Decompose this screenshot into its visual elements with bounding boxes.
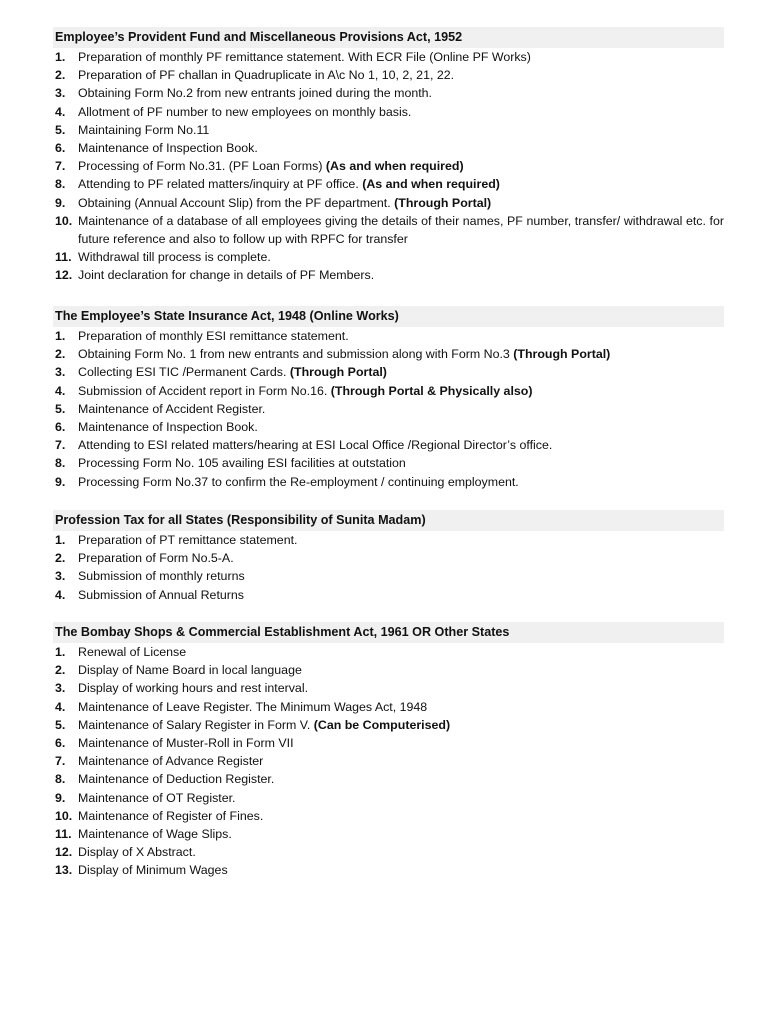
item-note: (Through Portal & Physically also) bbox=[330, 383, 533, 398]
item-number: 8. bbox=[55, 177, 66, 192]
item-number: 2. bbox=[55, 347, 66, 362]
list-item bbox=[53, 789, 724, 807]
list-item bbox=[53, 473, 724, 491]
item-text: Attending to PF related matters/inquiry at PF office. bbox=[78, 177, 363, 192]
item-number: 3. bbox=[55, 86, 66, 101]
item-text: Maintenance of a database of all employees giving the details of their names, PF number, transfer/ withdrawal etc. for future reference and also to follow up with RPFC for transfer bbox=[78, 213, 724, 247]
list-item bbox=[53, 266, 724, 284]
item-text: Display of working hours and rest interval. bbox=[78, 681, 309, 696]
item-number: 5. bbox=[55, 401, 66, 416]
list-item bbox=[53, 121, 724, 139]
item-number: 4. bbox=[55, 699, 66, 714]
item-number: 8. bbox=[55, 772, 66, 787]
item-number: 10. bbox=[55, 213, 73, 228]
item-note: (Through Portal) bbox=[513, 347, 611, 362]
list-item bbox=[53, 84, 724, 102]
item-number: 4. bbox=[55, 587, 66, 602]
item-note: (Can be Computerised) bbox=[313, 717, 451, 732]
item-number: 2. bbox=[55, 663, 66, 678]
list-item bbox=[53, 770, 724, 788]
list-item bbox=[53, 103, 724, 121]
item-number: 3. bbox=[55, 569, 66, 584]
item-text: Display of Minimum Wages bbox=[78, 863, 228, 878]
item-number: 4. bbox=[55, 383, 66, 398]
item-number: 6. bbox=[55, 420, 66, 435]
item-number: 10. bbox=[55, 808, 73, 823]
section-heading: The Employee’s State Insurance Act, 1948 (Online Works) bbox=[53, 306, 724, 327]
item-text: Maintenance of Register of Fines. bbox=[78, 808, 264, 823]
item-text: Obtaining Form No.2 from new entrants joined during the month. bbox=[78, 86, 433, 101]
item-text: Withdrawal till process is complete. bbox=[78, 250, 271, 265]
list-item bbox=[53, 734, 724, 752]
section-list bbox=[53, 327, 724, 491]
item-number: 9. bbox=[55, 474, 66, 489]
item-text: Preparation of Form No.5-A. bbox=[78, 551, 234, 566]
item-text: Attending to ESI related matters/hearing at ESI Local Office /Regional Director’s office. bbox=[78, 438, 553, 453]
item-number: 12. bbox=[55, 268, 73, 283]
item-number: 2. bbox=[55, 68, 66, 83]
item-text: Joint declaration for change in details of PF Members. bbox=[78, 268, 375, 283]
section-heading: The Bombay Shops & Commercial Establishment Act, 1961 OR Other States bbox=[53, 622, 724, 643]
item-text: Display of Name Board in local language bbox=[78, 663, 302, 678]
item-number: 2. bbox=[55, 551, 66, 566]
item-text: Obtaining (Annual Account Slip) from the PF department. bbox=[78, 195, 395, 210]
list-item bbox=[53, 212, 724, 248]
item-number: 5. bbox=[55, 717, 66, 732]
list-item bbox=[53, 752, 724, 770]
list-item bbox=[53, 679, 724, 697]
item-number: 13. bbox=[55, 863, 73, 878]
item-text: Preparation of monthly PF remittance statement. With ECR File (Online PF Works) bbox=[78, 50, 531, 64]
item-text: Maintenance of OT Register. bbox=[78, 790, 236, 805]
section-list bbox=[53, 531, 724, 604]
item-text: Submission of Annual Returns bbox=[78, 587, 244, 602]
item-number: 7. bbox=[55, 438, 66, 453]
item-number: 12. bbox=[55, 845, 73, 860]
item-text: Obtaining Form No. 1 from new entrants and submission along with Form No.3 bbox=[78, 347, 514, 362]
item-text: Maintenance of Inspection Book. bbox=[78, 141, 258, 156]
item-text: Maintenance of Accident Register. bbox=[78, 401, 266, 416]
item-text: Maintenance of Wage Slips. bbox=[78, 827, 232, 842]
item-number: 4. bbox=[55, 104, 66, 119]
list-item bbox=[53, 531, 724, 549]
list-item bbox=[53, 436, 724, 454]
item-text: Maintenance of Leave Register. The Minimum Wages Act, 1948 bbox=[78, 699, 428, 714]
item-text: Submission of Accident report in Form No.16. bbox=[78, 383, 331, 398]
list-item bbox=[53, 382, 724, 400]
item-number: 6. bbox=[55, 141, 66, 156]
list-item bbox=[53, 66, 724, 84]
item-text: Submission of monthly returns bbox=[78, 569, 245, 584]
list-item bbox=[53, 454, 724, 472]
item-number: 1. bbox=[55, 329, 66, 343]
item-number: 1. bbox=[55, 533, 66, 547]
item-text: Preparation of PT remittance statement. bbox=[78, 533, 298, 547]
list-item bbox=[53, 586, 724, 604]
item-number: 5. bbox=[55, 122, 66, 137]
section-heading: Employee’s Provident Fund and Miscellaneous Provisions Act, 1952 bbox=[53, 27, 724, 48]
item-text: Preparation of PF challan in Quadruplicate in A\c No 1, 10, 2, 21, 22. bbox=[78, 68, 455, 83]
item-text: Processing Form No. 105 availing ESI facilities at outstation bbox=[78, 456, 406, 471]
item-number: 3. bbox=[55, 365, 66, 380]
item-text: Processing Form No.37 to confirm the Re-employment / continuing employment. bbox=[78, 474, 519, 489]
section-esi bbox=[53, 306, 724, 491]
item-text: Maintenance of Muster-Roll in Form VII bbox=[78, 736, 294, 751]
section-list bbox=[53, 643, 724, 880]
list-item bbox=[53, 157, 724, 175]
section-profession-tax bbox=[53, 510, 724, 604]
item-note: (Through Portal) bbox=[394, 195, 492, 210]
list-item bbox=[53, 139, 724, 157]
list-item bbox=[53, 661, 724, 679]
item-number: 6. bbox=[55, 736, 66, 751]
item-text: Maintenance of Advance Register bbox=[78, 754, 264, 769]
list-item bbox=[53, 48, 724, 66]
item-text: Processing of Form No.31. (PF Loan Forms) bbox=[78, 159, 326, 174]
list-item bbox=[53, 807, 724, 825]
list-item bbox=[53, 418, 724, 436]
list-item bbox=[53, 861, 724, 879]
item-text: Maintaining Form No.11 bbox=[78, 122, 210, 137]
item-number: 11. bbox=[55, 250, 72, 265]
section-list bbox=[53, 48, 724, 285]
item-text: Allotment of PF number to new employees on monthly basis. bbox=[78, 104, 412, 119]
list-item bbox=[53, 194, 724, 212]
section-shops-establishment bbox=[53, 622, 724, 880]
item-note: (Through Portal) bbox=[289, 365, 387, 380]
item-text: Maintenance of Inspection Book. bbox=[78, 420, 258, 435]
list-item bbox=[53, 825, 724, 843]
list-item bbox=[53, 716, 724, 734]
item-text: Renewal of License bbox=[78, 645, 187, 659]
list-item bbox=[53, 345, 724, 363]
item-text: Maintenance of Deduction Register. bbox=[78, 772, 275, 787]
item-text: Maintenance of Salary Register in Form V. bbox=[78, 717, 314, 732]
item-number: 1. bbox=[55, 50, 66, 64]
item-number: 8. bbox=[55, 456, 66, 471]
item-note: (As and when required) bbox=[362, 177, 500, 192]
list-item bbox=[53, 698, 724, 716]
list-item bbox=[53, 363, 724, 381]
item-text: Preparation of monthly ESI remittance statement. bbox=[78, 329, 349, 343]
item-number: 11. bbox=[55, 827, 72, 842]
item-number: 7. bbox=[55, 754, 66, 769]
list-item bbox=[53, 175, 724, 193]
item-number: 9. bbox=[55, 790, 66, 805]
item-number: 3. bbox=[55, 681, 66, 696]
list-item bbox=[53, 248, 724, 266]
list-item bbox=[53, 843, 724, 861]
section-epf bbox=[53, 27, 724, 285]
item-number: 7. bbox=[55, 159, 66, 174]
list-item bbox=[53, 567, 724, 585]
section-heading: Profession Tax for all States (Responsibility of Sunita Madam) bbox=[53, 510, 724, 531]
item-note: (As and when required) bbox=[325, 159, 464, 174]
item-text: Display of X Abstract. bbox=[78, 845, 196, 860]
item-text: Collecting ESI TIC /Permanent Cards. bbox=[78, 365, 290, 380]
item-number: 9. bbox=[55, 195, 66, 210]
list-item bbox=[53, 549, 724, 567]
list-item bbox=[53, 327, 724, 345]
item-number: 1. bbox=[55, 645, 66, 659]
list-item bbox=[53, 643, 724, 661]
list-item bbox=[53, 400, 724, 418]
